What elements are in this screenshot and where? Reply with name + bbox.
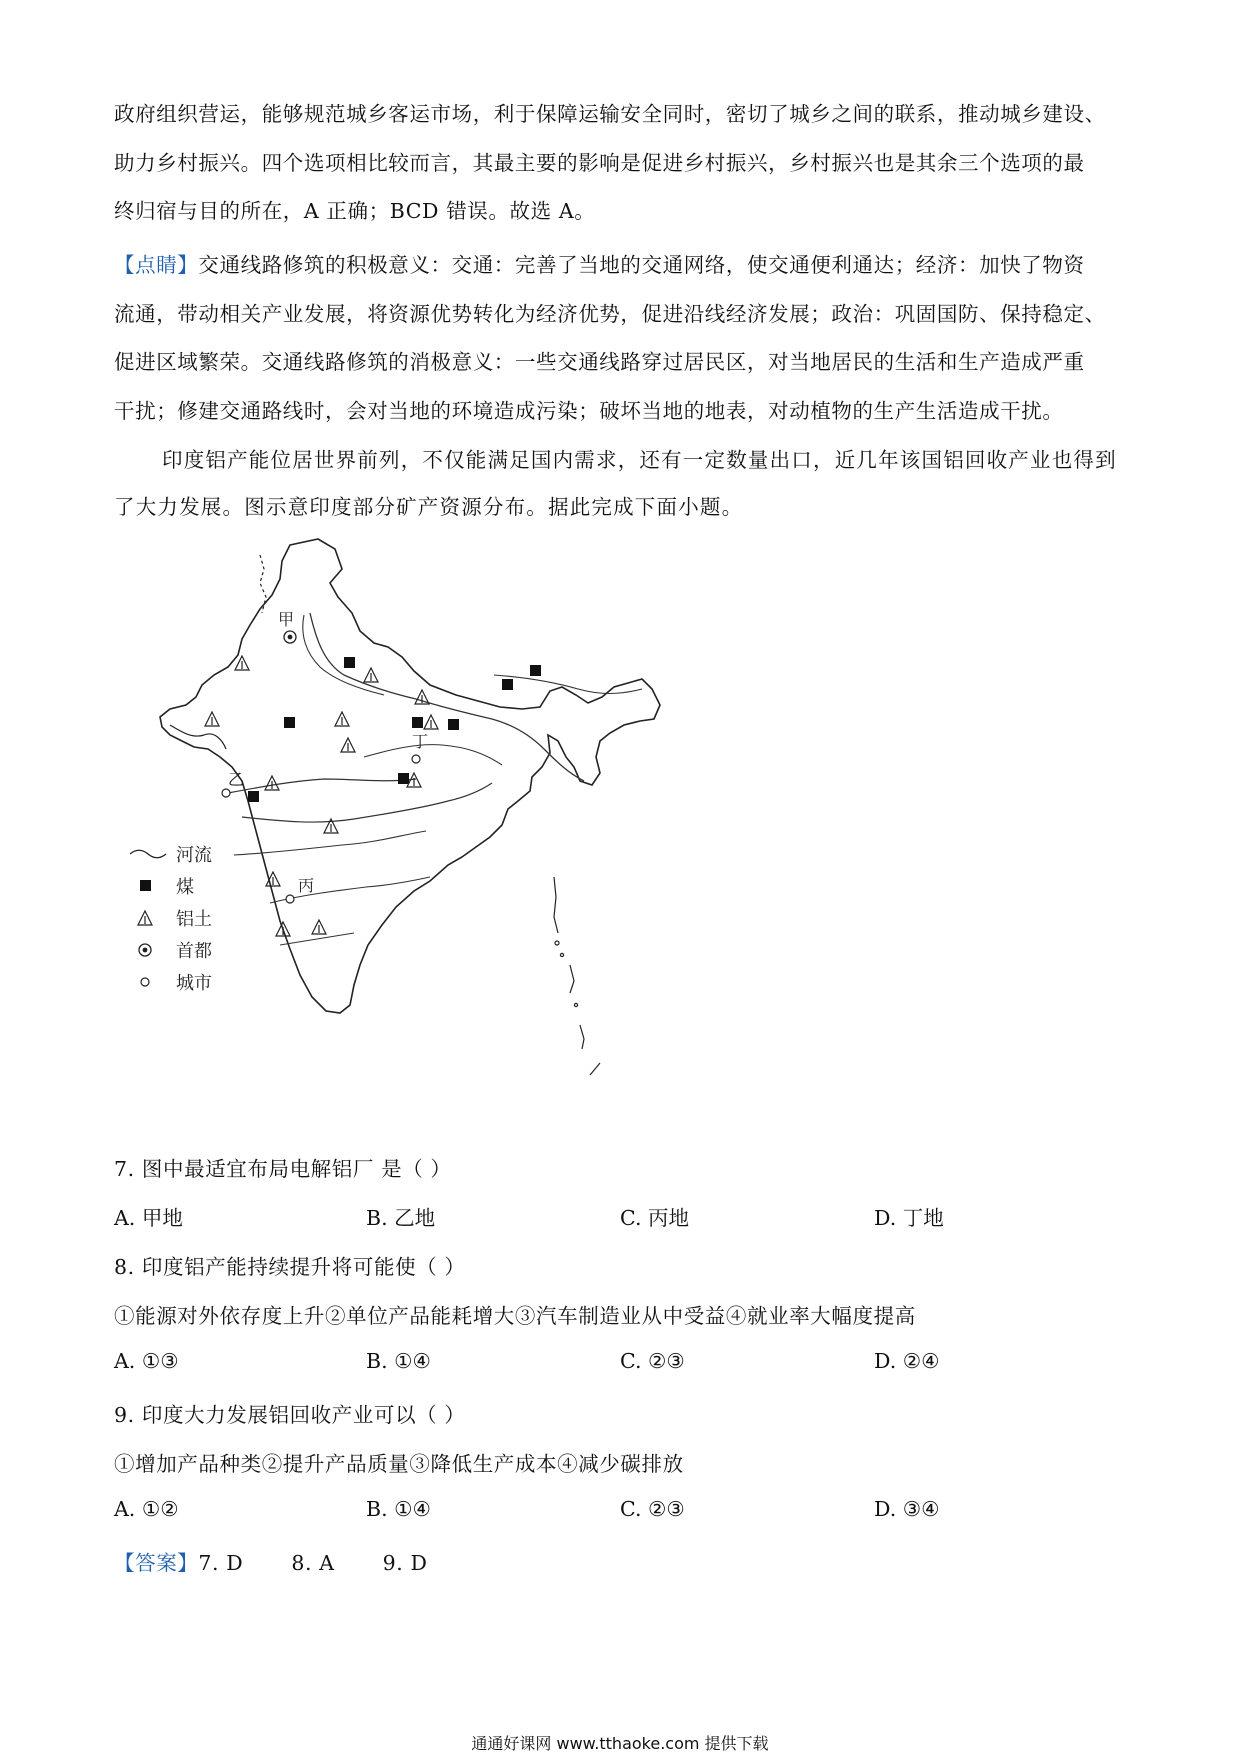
tip-line: 流通，带动相关产业发展，将资源优势转化为经济优势，促进沿线经济发展；政治：巩固国防、保持稳定、 bbox=[114, 301, 1106, 326]
tip-line bbox=[114, 241, 1124, 290]
river-mahanadi bbox=[364, 745, 502, 765]
intro-line: 了大力发展。图示意印度部分矿产资源分布。据此完成下面小题。 bbox=[114, 495, 744, 519]
question-7-stem: 7. 图中最适宜布局电解铝厂 是（ ） bbox=[114, 1157, 452, 1181]
river-ganges bbox=[310, 613, 584, 781]
answer-line bbox=[114, 1546, 428, 1576]
q7-option-b[interactable]: B. 乙地 bbox=[366, 1206, 436, 1230]
legend bbox=[130, 845, 212, 994]
q8-option-a[interactable]: A. ①③ bbox=[114, 1349, 179, 1373]
river-narmada bbox=[228, 779, 416, 793]
capital-marker-jia bbox=[284, 631, 296, 643]
tip-paragraph bbox=[114, 241, 1124, 435]
city-marker-bing bbox=[286, 895, 294, 903]
q7-option-d[interactable]: D. 丁地 bbox=[874, 1206, 944, 1230]
q9-option-c[interactable]: C. ②③ bbox=[620, 1497, 685, 1521]
india-mineral-map bbox=[130, 535, 690, 1145]
bauxite-markers bbox=[205, 656, 438, 936]
q8-option-c[interactable]: C. ②③ bbox=[620, 1349, 685, 1373]
answer-item: 7. D bbox=[198, 1551, 244, 1575]
label-ding: 丁 bbox=[412, 732, 429, 751]
river-ganges-2 bbox=[303, 615, 384, 695]
legend-city-symbol bbox=[141, 978, 149, 986]
river-kaveri bbox=[280, 933, 354, 945]
answer-item: 9. D bbox=[382, 1551, 428, 1575]
explanation-paragraph bbox=[114, 90, 1124, 236]
tip-line: 促进区域繁荣。交通线路修筑的消极意义：一些交通线路穿过居民区，对当地居民的生活和生产造成严重 bbox=[114, 350, 1085, 374]
q9-option-b[interactable]: B. ①④ bbox=[366, 1497, 431, 1521]
legend-city-label: 城市 bbox=[176, 973, 212, 994]
explanation-line: 政府组织营运，能够规范城乡客运市场，利于保障运输安全同时，密切了城乡之间的联系，推动城乡建设、 bbox=[114, 102, 1106, 126]
q9-option-a[interactable]: A. ①② bbox=[114, 1497, 179, 1521]
label-jia: 甲 bbox=[278, 610, 295, 629]
q7-option-c[interactable]: C. 丙地 bbox=[620, 1206, 689, 1230]
city-marker-ding bbox=[412, 755, 420, 763]
legend-capital-symbol bbox=[139, 944, 151, 956]
footer-watermark: 通通好课网 www.tthaoke.com 提供下载 bbox=[471, 1734, 769, 1753]
island-chain bbox=[554, 877, 600, 1075]
tip-line-text: 交通线路修筑的积极意义：交通：完善了当地的交通网络，使交通便利通达；经济：加快了物资 bbox=[198, 253, 1085, 277]
legend-bauxite-label: 铝土 bbox=[176, 909, 212, 930]
q7-option-a[interactable]: A. 甲地 bbox=[114, 1206, 183, 1230]
question-8-stem: 8. 印度铝产能持续提升将可能使（ ） bbox=[114, 1255, 466, 1279]
q8-option-b[interactable]: B. ①④ bbox=[366, 1349, 431, 1373]
q8-option-d[interactable]: D. ②④ bbox=[874, 1349, 940, 1373]
explanation-line: 助力乡村振兴。四个选项相比较而言，其最主要的影响是促进乡村振兴，乡村振兴也是其余三个选项的最 bbox=[114, 150, 1085, 175]
legend-coal-symbol bbox=[140, 880, 151, 891]
q9-option-d[interactable]: D. ③④ bbox=[874, 1497, 940, 1521]
legend-coal-label: 煤 bbox=[176, 877, 194, 898]
river-tapi bbox=[234, 831, 426, 855]
label-bing: 丙 bbox=[298, 876, 315, 895]
legend-river-symbol bbox=[130, 850, 166, 858]
explanation-line: 终归宿与目的所在，A 正确；BCD 错误。故选 A。 bbox=[114, 199, 596, 223]
river-godavari bbox=[242, 783, 492, 822]
answer-item: 8. A bbox=[291, 1551, 335, 1575]
question-9-stem: 9. 印度大力发展铝回收产业可以（ ） bbox=[114, 1403, 466, 1427]
city-marker-yi bbox=[222, 789, 230, 797]
legend-river-label: 河流 bbox=[176, 845, 212, 866]
tip-line: 干扰；修建交通路线时，会对当地的环境造成污染；破坏当地的地表，对动植物的生产生活造成干扰。 bbox=[114, 398, 1064, 423]
answer-tag: 【答案】 bbox=[114, 1551, 199, 1575]
legend-bauxite-symbol bbox=[138, 911, 152, 925]
question-9-statements: ①增加产品种类②提升产品质量③降低生产成本④减少碳排放 bbox=[114, 1452, 684, 1476]
question-8-statements: ①能源对外依存度上升②单位产品能耗增大③汽车制造业从中受益④就业率大幅度提高 bbox=[114, 1304, 916, 1328]
label-yi: 乙 bbox=[228, 770, 245, 789]
tip-tag: 【点睛】 bbox=[114, 253, 199, 277]
intro-line: 印度铝产能位居世界前列，不仅能满足国内需求，还有一定数量出口，近几年该国铝回收产业也得到 bbox=[162, 448, 1117, 472]
legend-capital-label: 首都 bbox=[176, 941, 212, 962]
intro-paragraph bbox=[114, 437, 1124, 531]
